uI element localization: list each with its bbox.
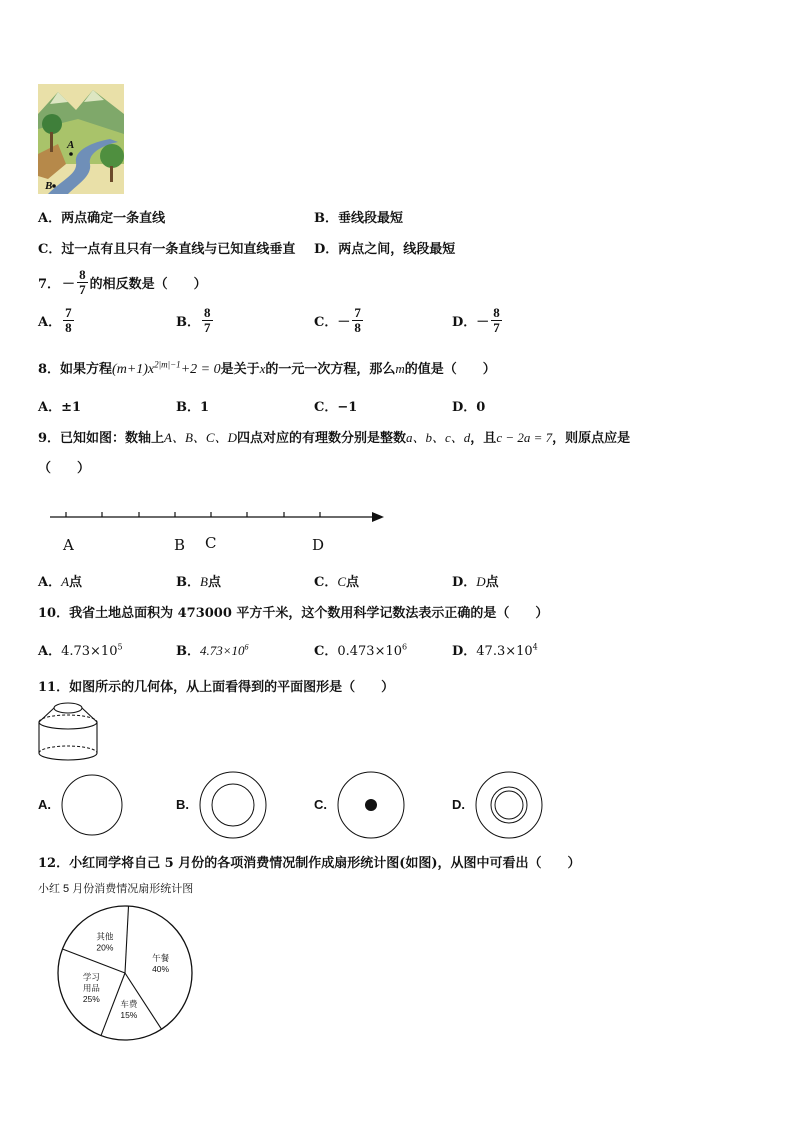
q9-stem-line2: （ ）	[38, 461, 91, 476]
q10-option-d: D．$47.3\times 10^4$	[452, 642, 538, 659]
landscape-picture	[38, 84, 124, 194]
q7-fraction: $\frac{8}{7}$	[79, 267, 86, 297]
q8-stem: 8．如果方程$(m+1)x^{2|m|-1}+2 = 0$是关于x的一元一次方程，那么m的值是（ ）	[38, 359, 496, 377]
q11-option-d-figure	[475, 771, 543, 843]
frustum-solid-figure	[36, 698, 100, 768]
q7-option-d: D． － $\frac{8}{7}$	[452, 305, 500, 335]
point-b-label: B	[45, 180, 53, 192]
q6-option-c: C．过一点有且只有一条直线与已知直线垂直	[38, 242, 296, 257]
pie-slice-label: 其他 20%	[96, 931, 114, 953]
q8-option-a: A．±1	[38, 400, 82, 415]
q11-option-b-figure	[199, 771, 267, 843]
q8-option-c: C．−1	[314, 400, 358, 415]
pie-slice-label: 车费 15%	[120, 999, 138, 1021]
q6-option-b: B．垂线段最短	[314, 211, 403, 226]
q10-option-b: B．$4.73\times 10^6$	[176, 642, 249, 659]
q7-option-b: B． $\frac{8}{7}$	[176, 305, 211, 335]
q10-stem: 10．我省土地总面积为 473000 平方千米，这个数用科学记数法表示正确的是（ ）	[38, 606, 549, 621]
q11-option-a-figure	[60, 773, 124, 841]
q7-stem: 7． － $\frac{8}{7}$ 的相反数是（ ）	[38, 267, 207, 297]
q7-option-a: A． $\frac{7}{8}$	[38, 305, 72, 335]
q10-option-c: C．$0.473\times 10^6$	[314, 642, 408, 659]
q11-stem: 11．如图所示的几何体，从上面看得到的平面图形是（ ）	[38, 680, 395, 695]
q8-option-b: B．1	[176, 400, 210, 415]
number-line-figure	[48, 505, 388, 560]
axis-label-c: C	[205, 534, 217, 552]
q11-option-d-label: D.	[452, 797, 465, 812]
pie-chart	[50, 898, 200, 1048]
q11-option-b-label: B.	[176, 797, 189, 812]
q11-option-a-label: A.	[38, 797, 51, 812]
point-a-label: A	[67, 139, 75, 151]
q9-option-b: B．B点	[176, 574, 221, 590]
q11-option-c-figure	[337, 771, 405, 843]
q12-stem: 12．小红同学将自己 5 月份的各项消费情况制作成扇形统计图(如图)，从图中可看出（ ）	[38, 856, 581, 871]
q6-option-d: D．两点之间，线段最短	[314, 242, 456, 257]
q8-option-d: D．0	[452, 400, 486, 415]
q9-option-a: A．A点	[38, 574, 83, 590]
q9-option-d: D．D点	[452, 574, 499, 590]
q6-option-a: A．两点确定一条直线	[38, 211, 166, 226]
axis-label-a: A	[63, 536, 74, 554]
q7-option-c: C． － $\frac{7}{8}$	[314, 305, 361, 335]
axis-label-b: B	[174, 536, 186, 554]
q9-option-c: C．C点	[314, 574, 360, 590]
q9-stem: 9．已知如图：数轴上A、B、C、D四点对应的有理数分别是整数a、b、c、d，且c − 2a = 7，则原点应是	[38, 430, 631, 446]
q10-option-a: A．$4.73\times 10^5$	[38, 642, 123, 659]
axis-label-d: D	[312, 536, 325, 554]
q11-option-c-label: C.	[314, 797, 327, 812]
pie-slice-label: 学习用品 25%	[82, 971, 100, 1004]
pie-slice-label: 午餐 40%	[152, 952, 170, 974]
pie-chart-title: 小红 5 月份消费情况扇形统计图	[38, 883, 194, 895]
